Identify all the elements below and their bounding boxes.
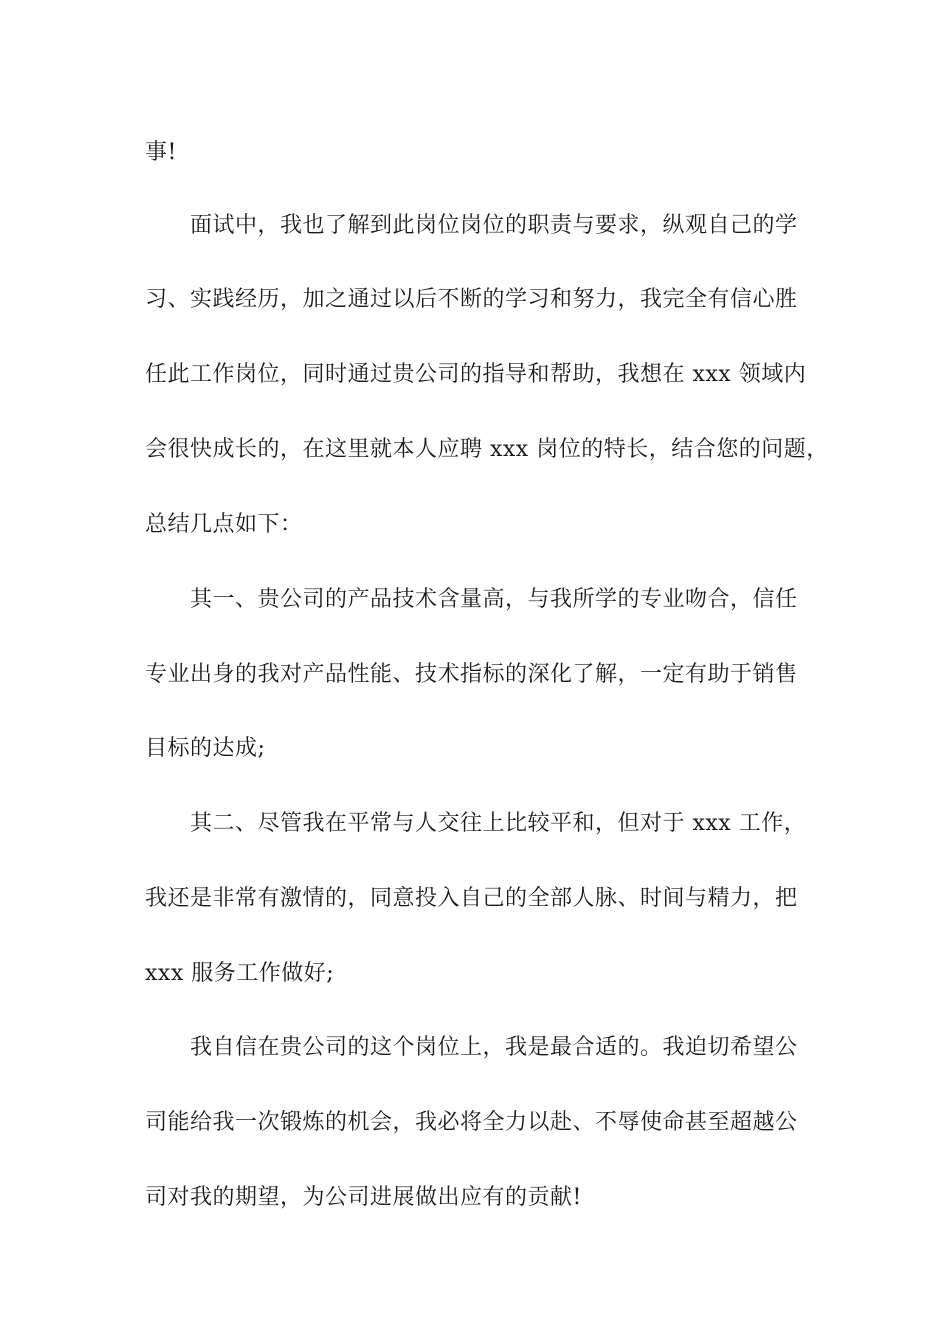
text-line: 目标的达成;	[145, 736, 266, 761]
text-line: 专业出身的我对产品性能、技术指标的深化了解，一定有助于销售	[145, 662, 798, 687]
text-line: 任此工作岗位，同时通过贵公司的指导和帮助，我想在 xxx 领域内	[145, 362, 807, 387]
text-line: 事!	[145, 140, 177, 165]
text-line: xxx 服务工作做好;	[145, 961, 335, 986]
paragraph-start-line: 我自信在贵公司的这个岗位上，我是最合适的。我迫切希望公	[190, 1035, 798, 1060]
text-line: 总结几点如下：	[145, 512, 303, 537]
text-line: 会很快成长的，在这里就本人应聘 xxx 岗位的特长，结合您的问题，	[145, 437, 829, 462]
text-line: 司对我的期望，为公司进展做出应有的贡献!	[145, 1185, 582, 1210]
paragraph-start-line: 其二、尽管我在平常与人交往上比较平和，但对于 xxx 工作，	[190, 811, 807, 836]
text-line: 习、实践经历，加之通过以后不断的学习和努力，我完全有信心胜	[145, 287, 798, 312]
paragraph-start-line: 其一、贵公司的产品技术含量高，与我所学的专业吻合，信任	[190, 587, 798, 612]
text-line: 司能给我一次锻炼的机会，我必将全力以赴、不辱使命甚至超越公	[145, 1110, 798, 1135]
text-line: 我还是非常有激情的，同意投入自己的全部人脉、时间与精力，把	[145, 886, 798, 911]
paragraph-start-line: 面试中，我也了解到此岗位岗位的职责与要求，纵观自己的学	[190, 213, 798, 238]
